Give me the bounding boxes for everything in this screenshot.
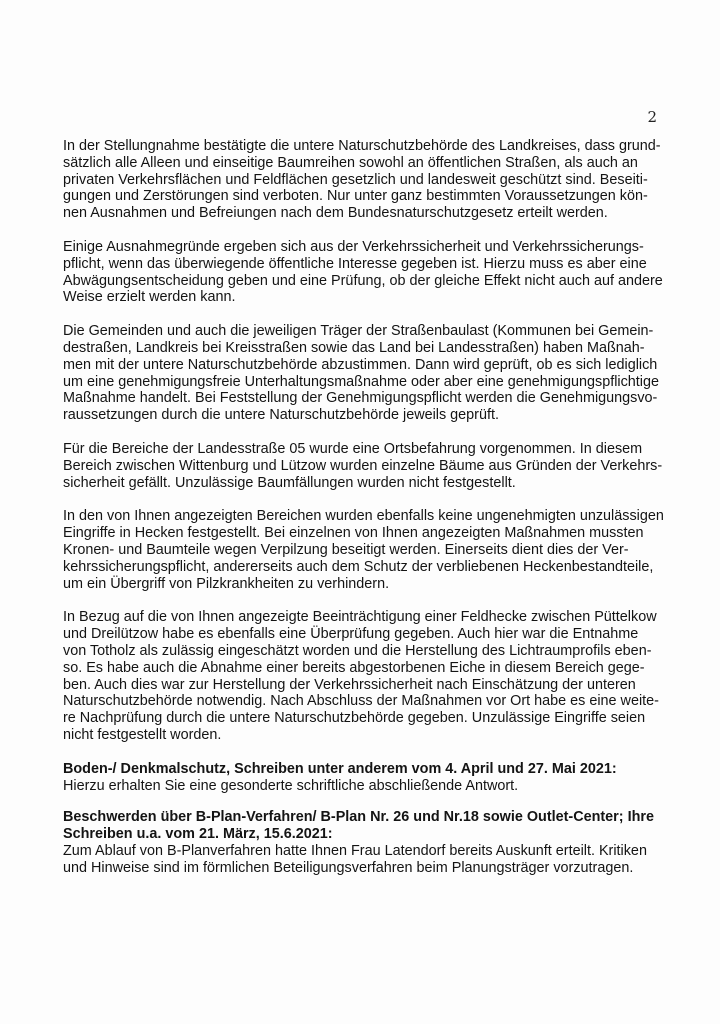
page-number: 2 (647, 108, 657, 126)
text-line: so. Es habe auch die Abnahme einer bereits abgestorbenen Eiche in diesem Bereich gege- (63, 659, 645, 676)
text-line: Einige Ausnahmegründe ergeben sich aus der Verkehrssicherheit und Verkehrssicherungs- (63, 238, 644, 255)
text-line: Bereich zwischen Wittenburg und Lützow wurden einzelne Bäume aus Gründen der Verkehrs- (63, 457, 663, 474)
section-body: und Hinweise sind im förmlichen Beteiligungsverfahren beim Planungsträger vorzutragen. (63, 859, 634, 876)
paragraph-ausnahmegruende (63, 239, 663, 306)
text-line: In Bezug auf die von Ihnen angezeigte Beeinträchtigung einer Feldhecke zwischen Püttelkow (63, 609, 657, 626)
paragraph-alleen-schutz (63, 138, 663, 222)
text-line: pflicht, wenn das überwiegende öffentliche Interesse gegeben ist. Hierzu muss es aber eine (63, 255, 647, 272)
text-line: Die Gemeinden und auch die jeweiligen Träger der Straßenbaulast (Kommunen bei Gemein- (63, 323, 654, 340)
text-line: um eine genehmigungsfreie Unterhaltungsmaßnahme oder aber eine genehmigungspflichtige (63, 373, 659, 390)
text-line: men mit der untere Naturschutzbehörde abzustimmen. Dann wird geprüft, ob es sich lediglich (63, 356, 658, 373)
section-heading: Boden-/ Denkmalschutz, Schreiben unter anderem vom 4. April und 27. Mai 2021: (63, 760, 617, 777)
section-denkmalschutz (63, 761, 663, 795)
letter-body (63, 138, 663, 891)
text-line: Naturschutzbehörde notwendig. Nach Abschluss der Maßnahmen vor Ort habe es eine weite- (63, 693, 659, 710)
section-heading: Schreiben u.a. vom 21. März, 15.6.2021: (63, 826, 333, 843)
text-line: kehrssicherungspflicht, andererseits auch dem Schutz der verbliebenen Heckenbestandteile, (63, 558, 654, 575)
paragraph-landesstrasse (63, 441, 663, 491)
text-line: und Dreilützow habe es ebenfalls eine Überprüfung gegeben. Auch hier war die Entnahme (63, 626, 639, 643)
section-body: Hierzu erhalten Sie eine gesonderte schriftliche abschließende Antwort. (63, 777, 519, 794)
text-line: privaten Verkehrsflächen und Feldflächen gesetzlich und landesweit geschützt sind. Beseiti- (63, 171, 648, 188)
text-line: sätzlich alle Alleen und einseitige Baumreihen sowohl an öffentlichen Straßen, als auch an (63, 154, 638, 171)
text-line: Eingriffe in Hecken festgestellt. Bei einzelnen von Ihnen angezeigten Maßnahmen mussten (63, 525, 644, 542)
text-line: Kronen- und Baumteile wegen Verpilzung beseitigt werden. Einerseits dient dies der Ver- (63, 541, 629, 558)
text-line: destraßen, Landkreis bei Kreisstraßen sowie das Land bei Landesstraßen) haben Maßnah- (63, 339, 645, 356)
text-line: In der Stellungnahme bestätigte die untere Naturschutzbehörde des Landkreises, dass grund- (63, 138, 661, 154)
text-line: Weise erzielt werden kann. (63, 289, 236, 306)
text-line: von Totholz als zulässig eingeschätzt worden und die Herstellung des Lichtraumprofils eben- (63, 642, 652, 659)
text-line: In den von Ihnen angezeigten Bereichen wurden ebenfalls keine ungenehmigten unzulässigen (63, 508, 664, 525)
text-line: nicht festgestellt worden. (63, 726, 222, 743)
text-line: um ein Übergriff von Pilzkrankheiten zu verhindern. (63, 575, 390, 592)
text-line: Für die Bereiche der Landesstraße 05 wurde eine Ortsbefahrung vorgenommen. In diesem (63, 440, 643, 457)
text-line: nen Ausnahmen und Befreiungen nach dem Bundesnaturschutzgesetz erteilt werden. (63, 205, 608, 222)
section-bplan (63, 809, 663, 876)
paragraph-gemeinden (63, 323, 663, 424)
text-line: Maßnahme handelt. Bei Feststellung der Genehmigungspflicht werden die Genehmigungsvo- (63, 390, 658, 407)
text-line: sicherheit gefällt. Unzulässige Baumfällungen wurden nicht festgestellt. (63, 474, 516, 491)
paragraph-hecken (63, 508, 663, 592)
section-heading: Beschwerden über B-Plan-Verfahren/ B-Plan Nr. 26 und Nr.18 sowie Outlet-Center; Ihre (63, 809, 654, 826)
text-line: Abwägungsentscheidung geben und eine Prüfung, ob der gleiche Effekt nicht auch auf andere (63, 272, 663, 289)
paragraph-feldhecke (63, 609, 663, 743)
text-line: raussetzungen durch die untere Naturschutzbehörde jeweils geprüft. (63, 407, 499, 424)
text-line: ben. Auch dies war zur Herstellung der Verkehrssicherheit nach Einschätzung der unteren (63, 676, 636, 693)
section-body: Zum Ablauf von B-Planverfahren hatte Ihnen Frau Latendorf bereits Auskunft erteilt. Kritiken (63, 842, 647, 859)
text-line: gungen und Zerstörungen sind verboten. Nur unter ganz bestimmten Voraussetzungen kön- (63, 188, 648, 205)
text-line: re Nachprüfung durch die untere Naturschutzbehörde gegeben. Unzulässige Eingriffe seien (63, 710, 646, 727)
